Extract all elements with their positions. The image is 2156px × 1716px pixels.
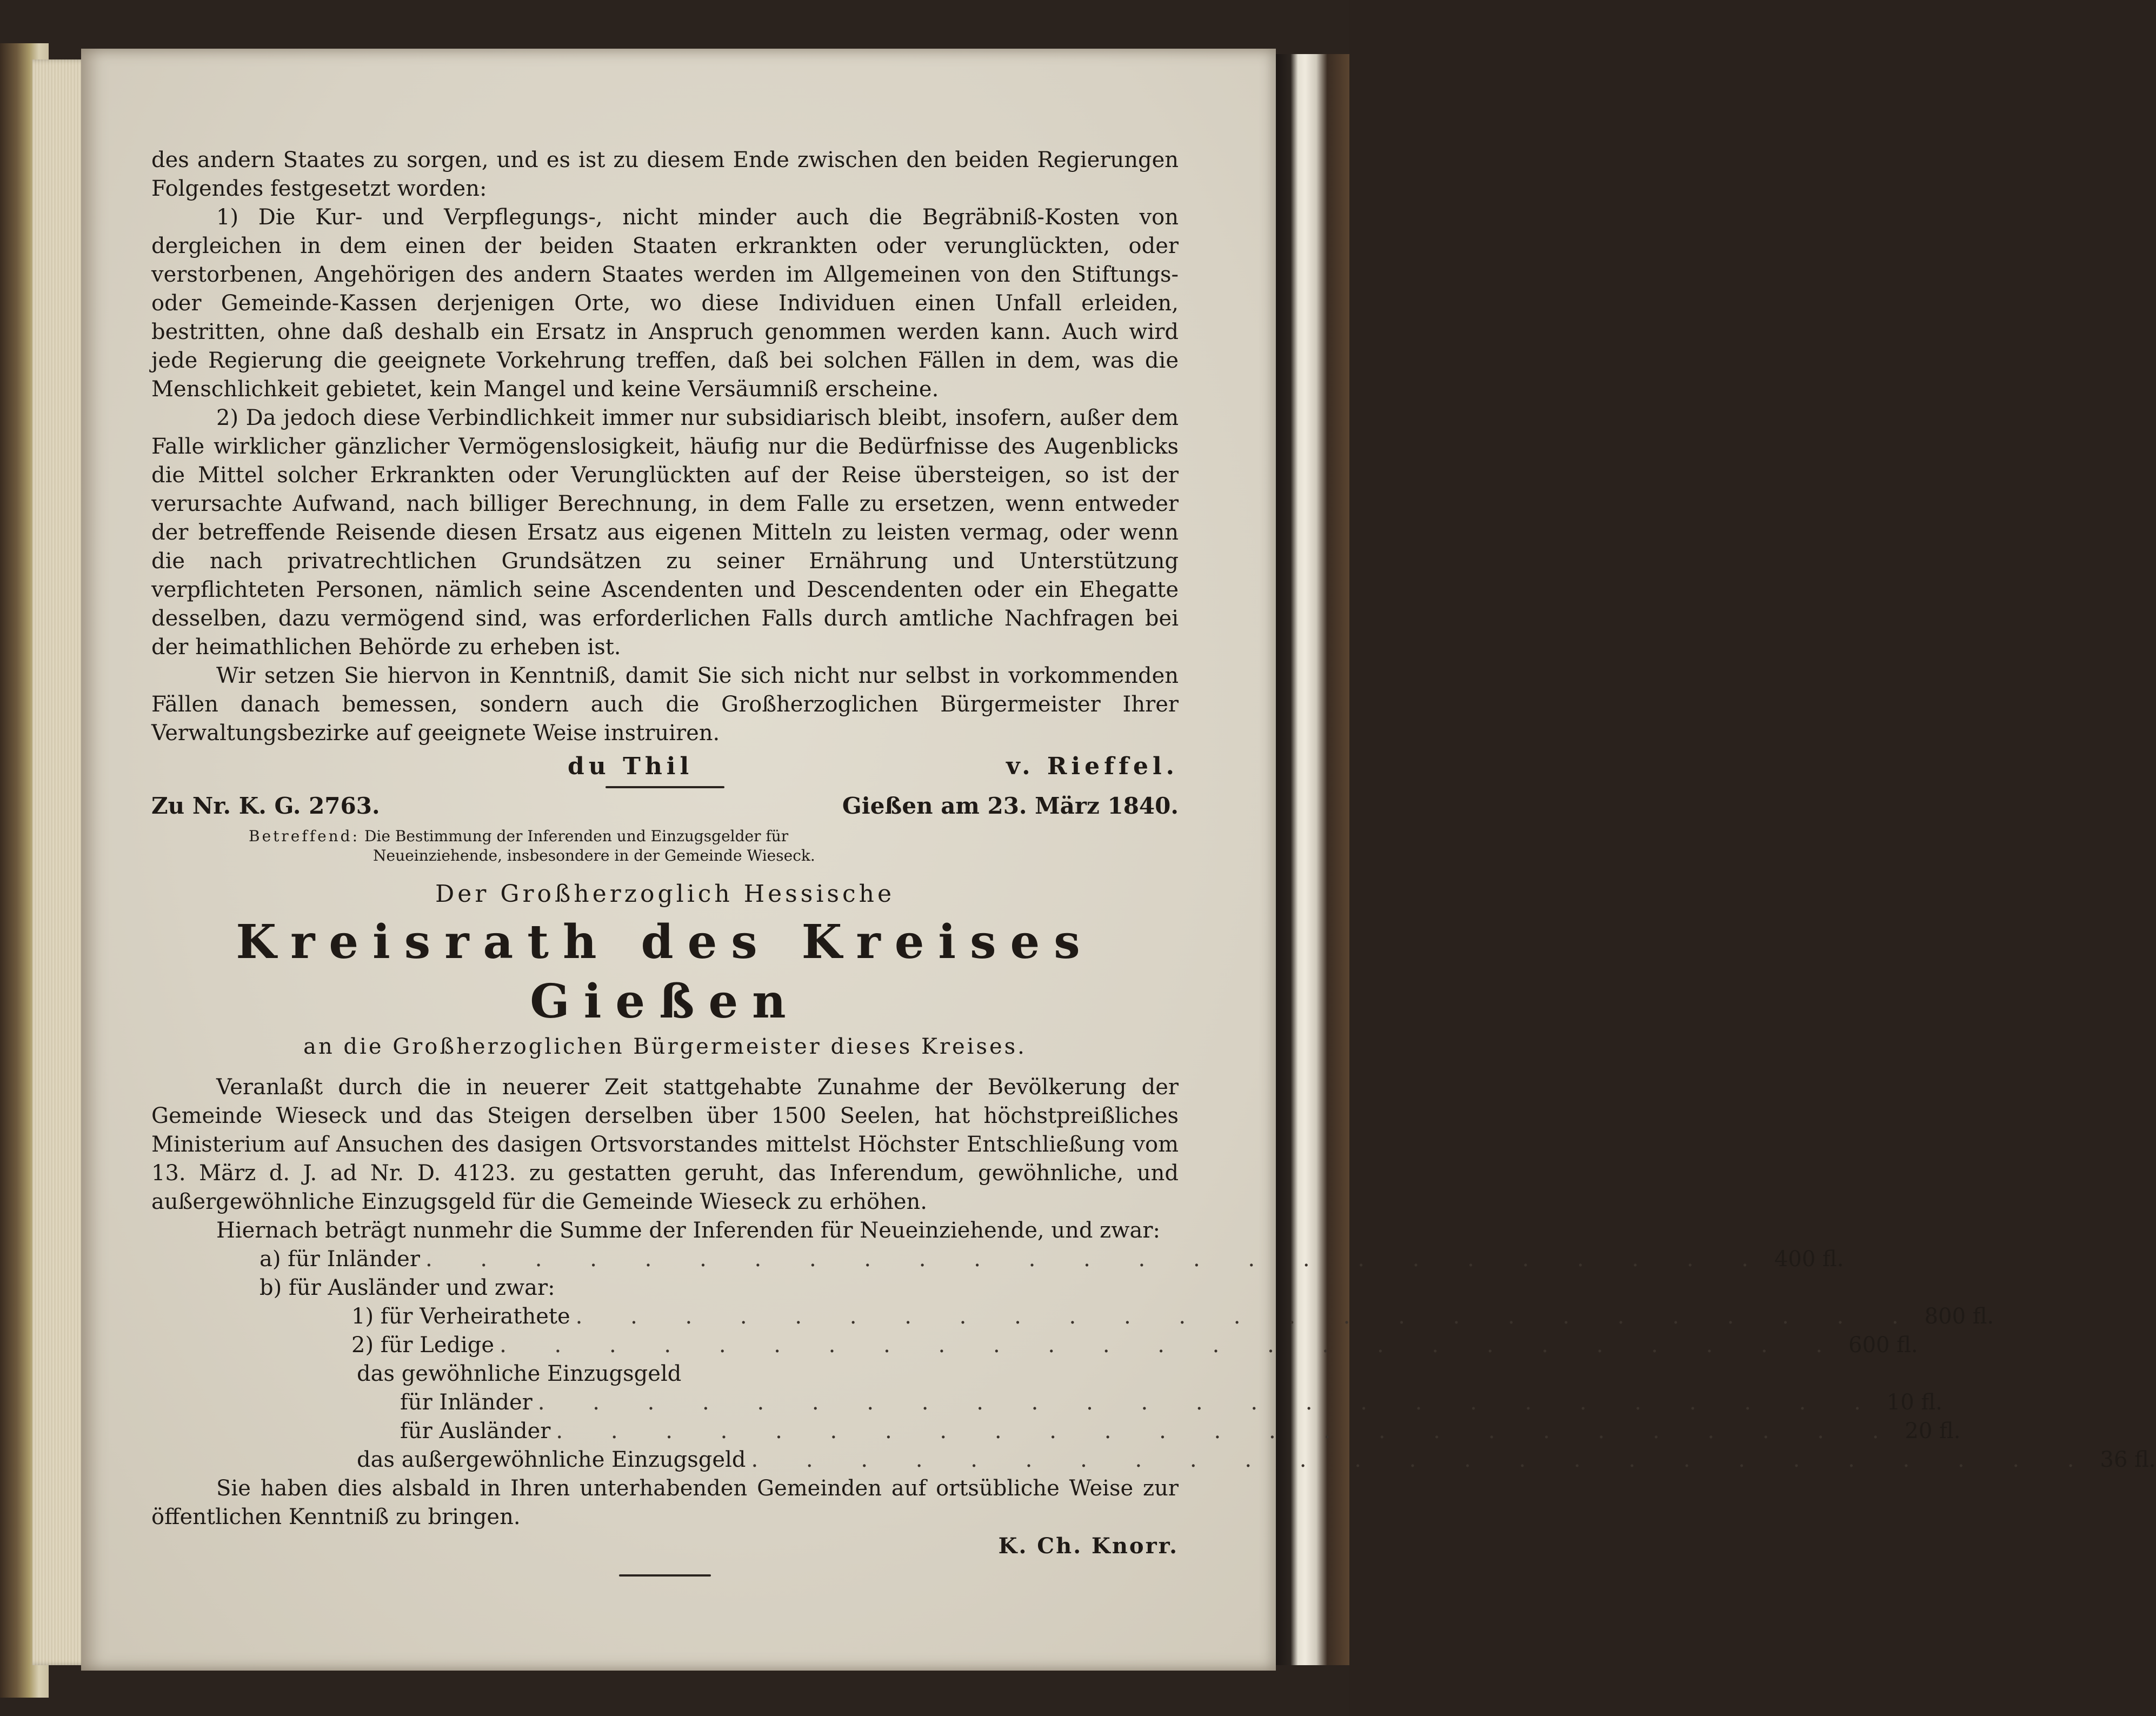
signature-du-thil: du Thil (568, 753, 694, 780)
body-paragraph-2: Veranlaßt durch die in neuerer Zeit stattgehabte Zunahme der Bevölkerung der Gemeinde Wieseck und das Steigen derselben über 1500 Seelen, hat höchstpreißliches Ministerium auf Ansuchen des dasigen Ortsvorstandes mittelst Höchster Entschließung vom 13. März d. J. ad Nr. D. 4123. zu gestatten geruht, das Inferendum, gewöhnliche, und außergewöhnliche Einzugsgeld für die Gemeinde Wieseck zu erhöhen. (151, 1075, 1179, 1214)
place-date: Gießen am 23. März 1840. (842, 793, 1179, 819)
subject-block (249, 827, 1179, 866)
fee-list (151, 1245, 2156, 1474)
signature-knorr: K. Ch. Knorr. (998, 1533, 1179, 1559)
fee-row: für Inländer . . . . . . . . . . . . . . . . . . . . . . . . . 10 fl. (400, 1390, 1942, 1415)
subject-text-1: Die Bestimmung der Inferenden und Einzugsgelder für (364, 827, 789, 845)
closing-text-2: Sie haben dies alsbald in Ihren unterhabenden Gemeinden auf ortsübliche Weise zur öffentlichen Kenntniß zu bringen. (151, 1476, 1179, 1529)
issuer-line: Der Großherzoglich Hessische (435, 880, 895, 908)
fee-row: für Ausländer . . . . . . . . . . . . . . . . . . . . . . . . . 20 fl. (400, 1419, 1961, 1444)
reference-line (151, 792, 1179, 820)
page-text (151, 146, 2156, 1577)
fee-row: a) für Inländer . . . . . . . . . . . . . . . . . . . . . . . . . 400 fl. (259, 1247, 1844, 1272)
fee-row: das außergewöhnliche Einzugsgeld . . . . . . . . . . . . . . . . . . . . . . . . . 36 fl. (357, 1447, 2156, 1472)
point-2-paragraph: 2) Da jedoch diese Verbindlichkeit immer nur subsidiarisch bleibt, insofern, außer dem Falle wirklicher gänzlicher Vermögenslosigkeit, häufig nur die Bedürfnisse des Augenblicks die Mittel solcher Erkrankten oder Verunglückten auf der Reise übersteigen, so ist der verursachte Aufwand, nach billiger Berechnung, in dem Falle zu ersetzen, wenn entweder der betreffende Reisende diesen Ersatz aus eigenen Mitteln zu leisten vermag, oder wenn die nach privatrechtlichen Grundsätzen zu seiner Ernährung und Unterstützung verpflichteten Personen, nämlich seine Ascendenten und Descendenten oder ein Ehegatte desselben, dazu vermögend sind, was erforderlichen Falls durch amtliche Nachfragen bei der heimathlichen Behörde zu erheben ist. (151, 405, 1179, 660)
intro-paragraph: des andern Staates zu sorgen, und es ist zu diesem Ende zwischen den beiden Regierungen Folgendes festgesetzt worden: (151, 148, 1179, 201)
signature-line (151, 752, 1179, 781)
point-1-paragraph: 1) Die Kur- und Verpflegungs-, nicht minder auch die Begräbniß-Kosten von dergleichen in dem einen der beiden Staaten erkrankten oder verunglückten, oder verstorbenen, Angehörigen des andern Staates werden im Allgemeinen von den Stiftungs- oder Gemeinde-Kassen derjenigen Orte, wo diese Individuen einen Unfall erleiden, bestritten, ohne daß deshalb ein Ersatz in Anspruch genommen werden kann. Auch wird jede Regierung die geeignete Vorkehrung treffen, daß bei solchen Fällen in dem, was die Menschlichkeit gebietet, kein Mangel und keine Versäumniß erscheine. (151, 205, 1179, 402)
signature-rieffel: v. Rieffel. (1006, 753, 1179, 780)
body-paragraph-3: Hiernach beträgt nunmehr die Summe der Inferenden für Neueinziehende, und zwar: (216, 1218, 1160, 1243)
addressee-line: an die Großherzoglichen Bürgermeister dieses Kreises. (303, 1034, 1027, 1059)
closing-paragraph-1: Wir setzen Sie hiervon in Kenntniß, damit Sie sich nicht nur selbst in vorkommenden Fällen danach bemessen, sondern auch die Großherzoglichen Bürgermeister Ihrer Verwaltungsbezirke auf geeignete Weise instruiren. (151, 663, 1179, 746)
fee-row: 2) für Ledige . . . . . . . . . . . . . . . . . . . . . . . . . 600 fl. (351, 1333, 1918, 1358)
divider-rule (605, 786, 724, 788)
fee-row: das gewöhnliche Einzugsgeld (357, 1361, 682, 1386)
end-rule (619, 1574, 711, 1577)
fee-row: 1) für Verheirathete . . . . . . . . . . . . . . . . . . . . . . . . . 800 fl. (351, 1304, 1994, 1329)
subject-label: Betreffend: (249, 827, 360, 845)
closing-paragraph-2 (151, 1474, 1179, 1532)
subject-text-2: Neueinziehende, insbesondere in der Gemeinde Wieseck. (373, 847, 815, 864)
reference-number: Zu Nr. K. G. 2763. (151, 793, 380, 819)
closing-signature-line (151, 1532, 1179, 1560)
fee-row: b) für Ausländer und zwar: (259, 1275, 555, 1300)
issuer-title: Kreisrath des Kreises Gießen (236, 915, 1094, 1029)
